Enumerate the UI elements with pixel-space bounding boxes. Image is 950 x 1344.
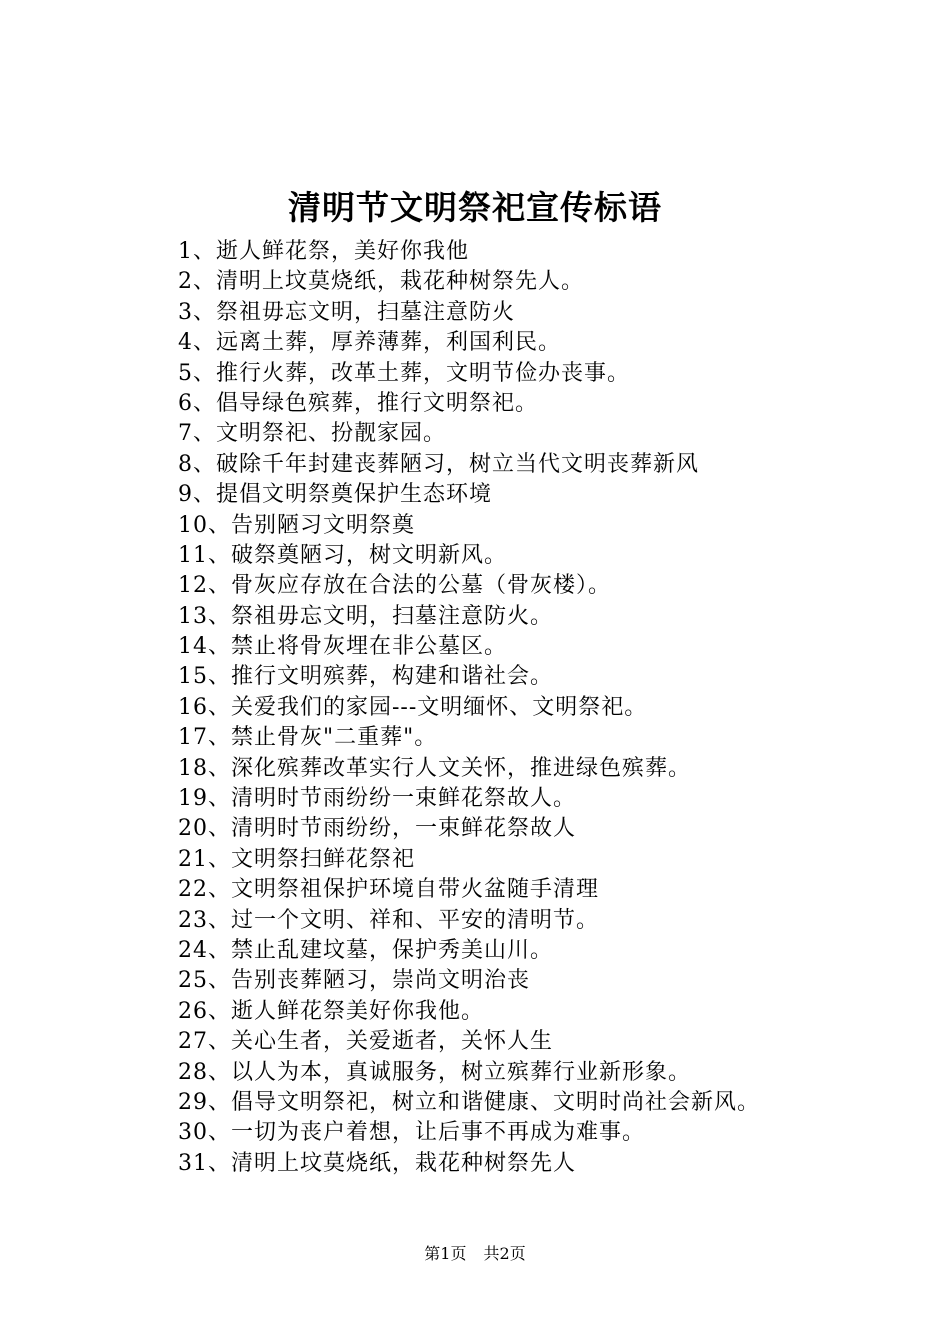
slogan-item: 30、一切为丧户着想，让后事不再成为难事。 xyxy=(178,1120,645,1146)
slogan-item: 2、清明上坟莫烧纸，栽花种树祭先人。 xyxy=(178,269,584,295)
slogan-item: 23、过一个文明、祥和、平安的清明节。 xyxy=(178,907,599,933)
slogan-item: 7、文明祭祀、扮靓家园。 xyxy=(178,421,446,447)
slogan-item: 17、禁止骨灰"二重葬"。 xyxy=(178,725,438,751)
slogan-list xyxy=(178,237,760,1179)
slogan-item: 18、深化殡葬改革实行人文关怀，推进绿色殡葬。 xyxy=(178,755,691,781)
slogan-item: 20、清明时节雨纷纷，一束鲜花祭故人 xyxy=(178,816,576,842)
slogan-item: 13、祭祖毋忘文明，扫墓注意防火。 xyxy=(178,603,553,629)
slogan-item: 28、以人为本，真诚服务，树立殡葬行业新形象。 xyxy=(178,1059,691,1085)
page-footer xyxy=(0,1242,950,1266)
slogan-item: 25、告别丧葬陋习，崇尚文明治丧 xyxy=(178,968,530,994)
slogan-item: 1、逝人鲜花祭，美好你我他 xyxy=(178,239,469,264)
slogan-item: 10、告别陋习文明祭奠 xyxy=(178,512,415,538)
slogan-item: 6、倡导绿色殡葬，推行文明祭祀。 xyxy=(178,390,538,416)
slogan-item: 9、提倡文明祭奠保护生态环境 xyxy=(178,482,492,508)
slogan-item: 26、逝人鲜花祭美好你我他。 xyxy=(178,998,484,1024)
slogan-item: 22、文明祭祖保护环境自带火盆随手清理 xyxy=(178,877,599,903)
slogan-item: 3、祭祖毋忘文明，扫墓注意防火 xyxy=(178,299,515,325)
slogan-item: 19、清明时节雨纷纷一束鲜花祭故人。 xyxy=(178,786,576,812)
slogan-item: 14、禁止将骨灰埋在非公墓区。 xyxy=(178,634,507,660)
page-total: 共2页 xyxy=(483,1244,526,1263)
slogan-item: 21、文明祭扫鲜花祭祀 xyxy=(178,846,415,872)
slogan-item: 11、破祭奠陋习，树文明新风。 xyxy=(178,542,507,568)
slogan-item: 29、倡导文明祭祀，树立和谐健康、文明时尚社会新风。 xyxy=(178,1089,760,1115)
slogan-item: 8、破除千年封建丧葬陋习，树立当代文明丧葬新风 xyxy=(178,451,699,477)
slogan-item: 15、推行文明殡葬，构建和谐社会。 xyxy=(178,664,553,690)
slogan-item: 24、禁止乱建坟墓，保护秀美山川。 xyxy=(178,937,553,963)
document-title: 清明节文明祭祀宣传标语 xyxy=(288,188,662,227)
page-number: 第1页 xyxy=(424,1244,467,1263)
slogan-item: 16、关爱我们的家园---文明缅怀、文明祭祀。 xyxy=(178,694,648,720)
slogan-item: 5、推行火葬，改革土葬，文明节俭办丧事。 xyxy=(178,360,630,386)
slogan-item: 31、清明上坟莫烧纸，栽花种树祭先人 xyxy=(178,1150,576,1176)
slogan-item: 27、关心生者，关爱逝者，关怀人生 xyxy=(178,1029,553,1055)
slogan-item: 4、远离土葬，厚养薄葬，利国利民。 xyxy=(178,330,561,356)
slogan-item: 12、骨灰应存放在合法的公墓（骨灰楼）。 xyxy=(178,573,611,599)
